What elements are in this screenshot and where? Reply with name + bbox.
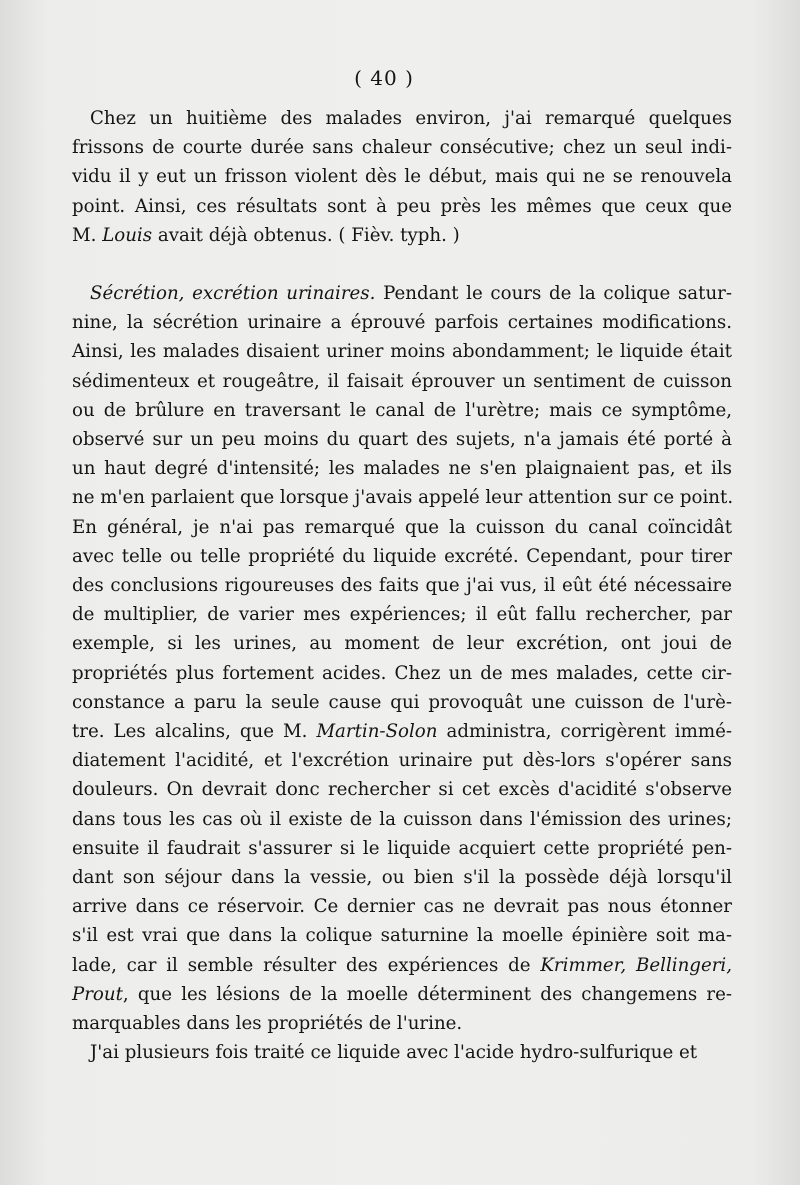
text-line: lade, car il semble résulter des expériences de Krimmer, Bellingeri, [72, 954, 732, 976]
paragraph-fevers [72, 104, 732, 250]
text-line: frissons de courte durée sans chaleur consécutive; chez un seul indi- [72, 137, 732, 159]
paragraph-treatment [72, 1038, 732, 1067]
page-number: ( 40 ) [354, 66, 414, 90]
text-line: diatement l'acidité, et l'excrétion urinaire put dès-lors s'opérer sans [72, 750, 732, 772]
text-line: vidu il y eut un frisson violent dès le début, mais qui ne se renouvela [72, 166, 732, 188]
text-line: Chez un huitième des malades environ, j'ai remarqué quelques [90, 108, 732, 129]
text-line: ne m'en parlaient que lorsque j'avais appelé leur attention sur ce point. [72, 487, 734, 509]
text-line: tre. Les alcalins, que M. Martin-Solon administra, corrigèrent immé- [72, 721, 732, 743]
text-line: ensuite il faudrait s'assurer si le liquide acquiert cette propriété pen- [72, 837, 732, 859]
text-line: En général, je n'ai pas remarqué que la cuisson du canal coïncidât [72, 516, 732, 538]
text-line: avec telle ou telle propriété du liquide excrété. Cependant, pour tirer [72, 545, 732, 567]
text-line: dant son séjour dans la vessie, ou bien s'il la possède déjà lorsqu'il [72, 867, 732, 889]
text-line: un haut degré d'intensité; les malades ne s'en plaignaient pas, et ils [72, 458, 732, 480]
text-line: constance a paru la seule cause qui provoquât une cuisson de l'urè- [72, 691, 732, 713]
text-line: Ainsi, les malades disaient uriner moins abondamment; le liquide était [72, 341, 732, 363]
text-line: marquables dans les propriétés de l'urine. [72, 1013, 463, 1035]
text-line: de multiplier, de varier mes expériences; il eût fallu rechercher, par [72, 604, 732, 626]
text-line: ou de brûlure en traversant le canal de l'urètre; mais ce symptôme, [72, 399, 732, 421]
paragraph-urinary-secretion [72, 279, 732, 1038]
text-line: arrive dans ce réservoir. Ce dernier cas ne devrait pas nous étonner [72, 896, 732, 918]
text-line: Prout, que les lésions de la moelle déterminent des changemens re- [72, 983, 732, 1005]
text-line: observé sur un peu moins du quart des sujets, n'a jamais été porté à [72, 429, 732, 451]
text-line: J'ai plusieurs fois traité ce liquide avec l'acide hydro-sulfurique et [90, 1042, 698, 1064]
text-line: s'il est vrai que dans la colique saturnine la moelle épinière soit ma- [72, 925, 732, 947]
text-line: dans tous les cas où il existe de la cuisson dans l'émission des urines; [72, 808, 732, 830]
paragraph-gap [72, 250, 732, 279]
body-text [72, 104, 732, 1068]
text-line: exemple, si les urines, au moment de leur excrétion, ont joui de [72, 633, 732, 655]
text-line: sédimenteux et rougeâtre, il faisait éprouver un sentiment de cuisson [72, 370, 732, 392]
text-line: nine, la sécrétion urinaire a éprouvé parfois certaines modifications. [72, 312, 732, 334]
text-line: point. Ainsi, ces résultats sont à peu près les mêmes que ceux que [72, 195, 732, 217]
text-line: des conclusions rigoureuses des faits que j'ai vus, il eût été nécessaire [72, 575, 732, 597]
text-line-heading: Sécrétion, excrétion urinaires. Pendant le cours de la colique satur- [90, 283, 733, 305]
text-line: douleurs. On devrait donc rechercher si cet excès d'acidité s'observe [72, 779, 732, 801]
text-line: M. Louis avait déjà obtenus. ( Fièv. typh. ) [72, 224, 460, 246]
text-line: propriétés plus fortement acides. Chez un de mes malades, cette cir- [72, 662, 732, 684]
